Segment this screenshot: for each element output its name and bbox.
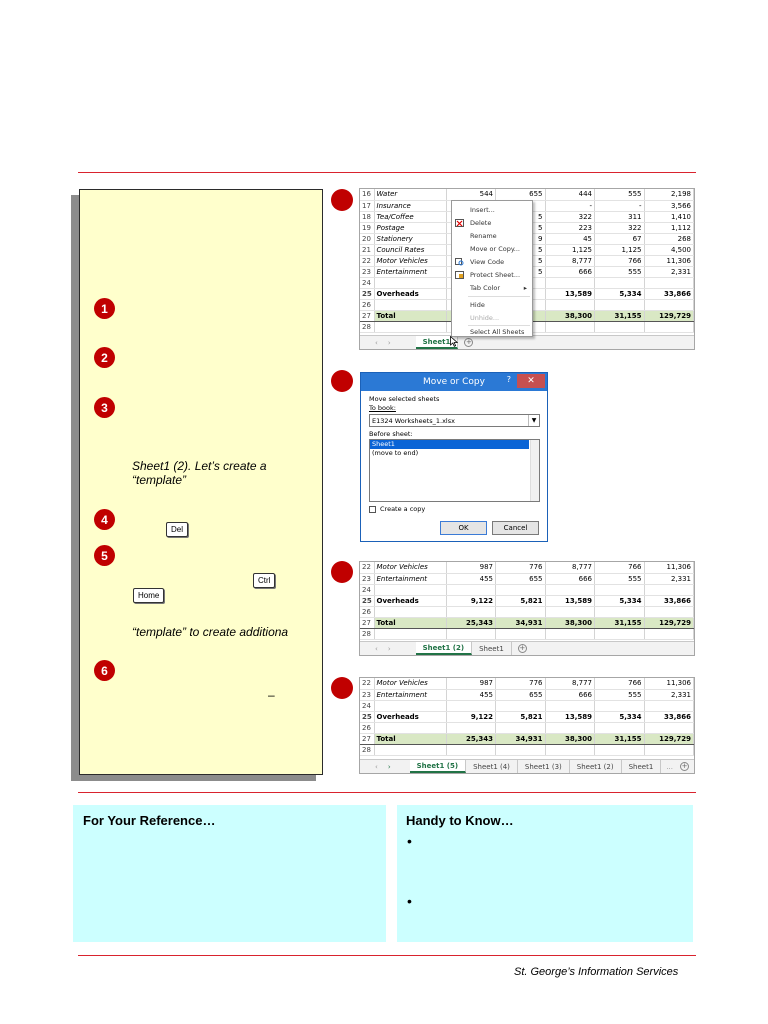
table-row <box>360 689 694 700</box>
row-number[interactable]: 24 <box>360 584 374 595</box>
value-cell[interactable] <box>595 606 645 617</box>
value-cell[interactable]: 444 <box>545 189 595 200</box>
value-cell[interactable] <box>496 700 546 711</box>
move-or-copy-dialog <box>360 372 548 542</box>
value-cell[interactable] <box>496 584 546 595</box>
value-cell[interactable] <box>545 700 595 711</box>
sheet-tab-bar-3 <box>360 759 694 773</box>
value-cell[interactable]: 544 <box>446 189 496 200</box>
row-number[interactable]: 26 <box>360 299 374 310</box>
row-number[interactable]: 23 <box>360 573 374 584</box>
worksheet-snapshot-2 <box>359 561 695 656</box>
value-cell[interactable]: 655 <box>496 573 546 584</box>
value-cell[interactable]: 45 <box>545 233 595 244</box>
value-cell[interactable]: 322 <box>545 211 595 222</box>
value-cell[interactable]: 129,729 <box>644 733 694 744</box>
value-cell[interactable]: 11,306 <box>644 562 694 573</box>
row-number[interactable]: 25 <box>360 288 374 299</box>
value-cell[interactable]: 9,122 <box>446 595 496 606</box>
row-label-cell[interactable]: Water <box>374 189 446 200</box>
value-cell[interactable]: 268 <box>644 233 694 244</box>
value-cell[interactable]: 666 <box>545 573 595 584</box>
value-cell[interactable]: 987 <box>446 678 496 689</box>
step-3-text-line1: Sheet1 (2). Let’s create a <box>132 459 267 473</box>
value-cell[interactable]: 776 <box>496 562 546 573</box>
value-cell[interactable]: 311 <box>595 211 645 222</box>
value-cell[interactable] <box>644 299 694 310</box>
value-cell[interactable]: 1,410 <box>644 211 694 222</box>
footer-text: St. George’s Information Services <box>514 966 679 978</box>
row-number[interactable]: 27 <box>360 310 374 321</box>
step-5-badge: 5 <box>94 545 115 566</box>
view-code-icon <box>455 258 464 266</box>
dialog-title: Move or Copy <box>361 373 547 391</box>
table-row <box>360 562 694 573</box>
value-cell[interactable]: 655 <box>496 689 546 700</box>
create-copy-checkbox[interactable] <box>369 506 376 513</box>
value-cell[interactable] <box>644 700 694 711</box>
before-sheet-option[interactable]: Sheet1 <box>370 440 529 449</box>
value-cell[interactable]: 1,112 <box>644 222 694 233</box>
value-cell[interactable] <box>446 700 496 711</box>
row-number[interactable]: 27 <box>360 617 374 628</box>
context-menu-item[interactable]: Protect Sheet... <box>452 268 532 281</box>
value-cell[interactable]: 555 <box>595 189 645 200</box>
value-cell[interactable] <box>644 628 694 639</box>
sheet-tab[interactable]: Sheet1 (2) <box>416 642 472 655</box>
value-cell[interactable] <box>446 744 496 755</box>
row-number[interactable]: 16 <box>360 189 374 200</box>
value-cell[interactable]: 5 <box>496 255 546 266</box>
prev-sheet-arrow[interactable]: ‹ <box>375 644 378 653</box>
value-cell[interactable] <box>644 584 694 595</box>
value-cell[interactable]: 11,306 <box>644 255 694 266</box>
step-5-text: “template” to create additiona <box>132 625 289 639</box>
callout-dot-3 <box>331 561 353 583</box>
reference-title: For Your Reference… <box>83 813 216 828</box>
value-cell[interactable]: 11,306 <box>644 678 694 689</box>
value-cell[interactable] <box>644 722 694 733</box>
before-sheet-list[interactable] <box>369 439 540 502</box>
chevron-down-icon[interactable]: ▼ <box>528 415 539 426</box>
callout-dot-4 <box>331 677 353 699</box>
more-sheets-ellipsis[interactable]: ... <box>666 762 673 771</box>
row-label-cell[interactable] <box>374 277 446 288</box>
value-cell[interactable]: 555 <box>595 266 645 277</box>
value-cell[interactable]: 25,343 <box>446 733 496 744</box>
context-menu-item: Unhide... <box>470 313 500 322</box>
value-cell[interactable]: 2,331 <box>644 573 694 584</box>
to-book-label: To book: <box>369 404 396 412</box>
value-cell[interactable]: 223 <box>545 222 595 233</box>
value-cell[interactable]: 766 <box>595 562 645 573</box>
value-cell[interactable] <box>595 584 645 595</box>
value-cell[interactable]: 34,931 <box>496 617 546 628</box>
value-cell[interactable]: 766 <box>595 255 645 266</box>
value-cell[interactable] <box>545 584 595 595</box>
home-key: Home <box>133 588 164 603</box>
cancel-button[interactable]: Cancel <box>492 521 539 535</box>
table-row <box>360 617 694 628</box>
table-row <box>360 573 694 584</box>
row-label-cell[interactable]: Stationery <box>374 233 446 244</box>
value-cell[interactable]: 655 <box>496 189 546 200</box>
value-cell[interactable] <box>595 628 645 639</box>
next-sheet-arrow[interactable]: › <box>387 338 391 347</box>
value-cell[interactable]: 1,125 <box>545 244 595 255</box>
row-number[interactable]: 18 <box>360 211 374 222</box>
value-cell[interactable]: 38,300 <box>545 310 595 321</box>
value-cell[interactable]: 33,866 <box>644 595 694 606</box>
mouse-pointer-icon <box>450 334 458 352</box>
value-cell[interactable] <box>496 722 546 733</box>
context-menu-item[interactable]: Tab Color ▸ <box>470 283 527 292</box>
value-cell[interactable]: 129,729 <box>644 310 694 321</box>
row-label-cell[interactable]: Overheads <box>374 595 446 606</box>
value-cell[interactable]: 555 <box>595 689 645 700</box>
value-cell[interactable]: - <box>595 200 645 211</box>
row-label-cell[interactable]: Total <box>374 310 446 321</box>
row-number[interactable]: 28 <box>360 628 374 639</box>
value-cell[interactable]: 4,500 <box>644 244 694 255</box>
row-number[interactable]: 22 <box>360 562 374 573</box>
step-2-badge: 2 <box>94 347 115 368</box>
value-cell[interactable] <box>496 744 546 755</box>
value-cell[interactable]: 8,777 <box>545 562 595 573</box>
value-cell[interactable]: 8,777 <box>545 678 595 689</box>
row-label-cell[interactable]: Motor Vehicles <box>374 255 446 266</box>
row-label-cell[interactable]: Postage <box>374 222 446 233</box>
value-cell[interactable] <box>545 277 595 288</box>
mid-rule <box>78 792 696 793</box>
context-menu-item[interactable]: Insert... <box>470 205 495 214</box>
value-cell[interactable] <box>545 299 595 310</box>
row-label-cell[interactable]: Total <box>374 733 446 744</box>
value-cell[interactable]: 31,155 <box>595 733 645 744</box>
value-cell[interactable] <box>644 277 694 288</box>
row-label-cell[interactable] <box>374 628 446 639</box>
worksheet-grid-2 <box>360 562 694 640</box>
value-cell[interactable]: 8,777 <box>545 255 595 266</box>
row-number[interactable]: 27 <box>360 733 374 744</box>
row-label-cell[interactable]: Total <box>374 617 446 628</box>
row-number[interactable]: 21 <box>360 244 374 255</box>
prev-sheet-arrow[interactable]: ‹ <box>375 762 378 771</box>
new-sheet-icon[interactable]: + <box>681 762 688 770</box>
table-row <box>360 711 694 722</box>
callout-dot-1 <box>331 189 353 211</box>
value-cell[interactable]: 666 <box>545 266 595 277</box>
value-cell[interactable]: 5,821 <box>496 711 546 722</box>
value-cell[interactable] <box>545 321 595 332</box>
new-sheet-icon[interactable]: + <box>519 644 526 652</box>
submenu-arrow-icon: ▸ <box>523 283 527 292</box>
value-cell[interactable]: - <box>545 200 595 211</box>
value-cell[interactable]: 5,334 <box>595 711 645 722</box>
del-key: Del <box>166 522 188 537</box>
step-1-badge: 1 <box>94 298 115 319</box>
row-label-cell[interactable]: Council Rates <box>374 244 446 255</box>
row-label-cell[interactable]: Motor Vehicles <box>374 562 446 573</box>
step-4-badge: 4 <box>94 509 115 530</box>
context-menu-item[interactable]: Rename <box>470 231 497 240</box>
value-cell[interactable]: 13,589 <box>545 711 595 722</box>
value-cell[interactable]: 322 <box>595 222 645 233</box>
sheet-tab[interactable]: Sheet1 <box>472 642 512 655</box>
value-cell[interactable] <box>545 744 595 755</box>
value-cell[interactable]: 129,729 <box>644 617 694 628</box>
handy-to-know-title: Handy to Know… <box>406 813 514 828</box>
row-number[interactable]: 22 <box>360 678 374 689</box>
sheet-tab[interactable]: Sheet1 (2) <box>570 760 622 773</box>
help-icon[interactable]: ? <box>506 375 511 384</box>
value-cell[interactable]: 2,331 <box>644 689 694 700</box>
value-cell[interactable] <box>595 700 645 711</box>
table-row <box>360 733 694 744</box>
row-label-cell[interactable] <box>374 299 446 310</box>
value-cell[interactable]: 5,334 <box>595 595 645 606</box>
worksheet-snapshot-3 <box>359 677 695 774</box>
table-row <box>360 595 694 606</box>
value-cell[interactable] <box>595 277 645 288</box>
table-row <box>360 606 694 617</box>
to-book-select[interactable]: E1324 Worksheets_1.xlsx ▼ <box>369 414 540 427</box>
top-rule <box>78 172 696 173</box>
value-cell[interactable]: 5,821 <box>496 595 546 606</box>
value-cell[interactable]: 3,566 <box>644 200 694 211</box>
context-menu-item[interactable]: Delete <box>452 216 532 229</box>
value-cell[interactable]: 13,589 <box>545 288 595 299</box>
row-label-cell[interactable]: Insurance <box>374 200 446 211</box>
context-menu-item[interactable]: Move or Copy... <box>470 244 520 253</box>
row-label-cell[interactable]: Entertainment <box>374 266 446 277</box>
sheet-tab-bar-2 <box>360 641 694 655</box>
worksheet-grid-3 <box>360 678 694 756</box>
row-label-cell[interactable] <box>374 744 446 755</box>
row-number[interactable]: 22 <box>360 255 374 266</box>
handy-bullet-2: • <box>407 893 412 909</box>
value-cell[interactable]: 5,334 <box>595 288 645 299</box>
value-cell[interactable] <box>644 606 694 617</box>
row-number[interactable]: 26 <box>360 606 374 617</box>
steps-panel <box>79 189 323 775</box>
value-cell[interactable]: 987 <box>446 562 496 573</box>
row-label-cell[interactable]: Motor Vehicles <box>374 678 446 689</box>
value-cell[interactable]: 31,155 <box>595 617 645 628</box>
ctrl-key: Ctrl <box>253 573 275 588</box>
next-sheet-arrow[interactable]: › <box>387 762 391 771</box>
value-cell[interactable]: 776 <box>496 678 546 689</box>
move-selected-label: Move selected sheets <box>369 395 440 403</box>
row-label-cell[interactable] <box>374 700 446 711</box>
value-cell[interactable] <box>595 299 645 310</box>
step-3-text-line2: “template” <box>132 473 187 487</box>
new-sheet-icon[interactable]: + <box>465 338 472 346</box>
row-number[interactable]: 25 <box>360 595 374 606</box>
value-cell[interactable] <box>595 744 645 755</box>
value-cell[interactable]: 1,125 <box>595 244 645 255</box>
value-cell[interactable]: 5 <box>496 266 546 277</box>
value-cell[interactable] <box>545 722 595 733</box>
value-cell[interactable] <box>644 321 694 332</box>
table-row <box>360 744 694 755</box>
value-cell[interactable]: 38,300 <box>545 733 595 744</box>
value-cell[interactable] <box>446 584 496 595</box>
sheet-tab[interactable]: Sheet1 <box>622 760 662 773</box>
value-cell[interactable]: 33,866 <box>644 288 694 299</box>
row-number[interactable]: 28 <box>360 744 374 755</box>
handy-bullet-1: • <box>407 833 412 849</box>
step-6-badge: 6 <box>94 660 115 681</box>
before-sheet-option[interactable]: (move to end) <box>372 449 419 457</box>
value-cell[interactable] <box>545 628 595 639</box>
row-label-cell[interactable] <box>374 584 446 595</box>
before-sheet-label: Before sheet: <box>369 430 413 438</box>
row-label-cell[interactable]: Tea/Coffee <box>374 211 446 222</box>
value-cell[interactable]: 9 <box>496 233 546 244</box>
row-label-cell[interactable] <box>374 722 446 733</box>
table-row <box>360 722 694 733</box>
value-cell[interactable] <box>446 606 496 617</box>
row-label-cell[interactable]: Entertainment <box>374 573 446 584</box>
row-number[interactable]: 20 <box>360 233 374 244</box>
value-cell[interactable] <box>446 628 496 639</box>
step-6-dash: – <box>268 688 275 702</box>
row-label-cell[interactable] <box>374 321 446 332</box>
context-menu-item[interactable]: Hide <box>470 300 485 309</box>
value-cell[interactable] <box>496 628 546 639</box>
row-label-cell[interactable]: Overheads <box>374 711 446 722</box>
value-cell[interactable]: 766 <box>595 678 645 689</box>
sheet-tab[interactable]: Sheet1 (5) <box>410 760 466 773</box>
value-cell[interactable]: 34,931 <box>496 733 546 744</box>
value-cell[interactable]: 25,343 <box>446 617 496 628</box>
value-cell[interactable] <box>545 606 595 617</box>
value-cell[interactable]: 13,589 <box>545 595 595 606</box>
value-cell[interactable] <box>496 606 546 617</box>
table-row <box>360 678 694 689</box>
value-cell[interactable]: 67 <box>595 233 645 244</box>
row-number[interactable]: 23 <box>360 689 374 700</box>
value-cell[interactable]: 2,198 <box>644 189 694 200</box>
sheet-tab[interactable]: Sheet1 (3) <box>518 760 570 773</box>
row-number[interactable]: 17 <box>360 200 374 211</box>
callout-dot-2 <box>331 370 353 392</box>
table-row <box>360 189 694 200</box>
sheet-tab[interactable]: Sheet1 <box>416 336 459 349</box>
row-number[interactable]: 24 <box>360 277 374 288</box>
row-number[interactable]: 23 <box>360 266 374 277</box>
list-scrollbar[interactable] <box>530 440 539 501</box>
close-button[interactable]: ✕ <box>517 374 545 388</box>
value-cell[interactable] <box>595 722 645 733</box>
value-cell[interactable]: 666 <box>545 689 595 700</box>
table-row <box>360 584 694 595</box>
row-label-cell[interactable]: Overheads <box>374 288 446 299</box>
step-3-badge: 3 <box>94 397 115 418</box>
sheet-context-menu <box>451 200 533 337</box>
row-number[interactable]: 24 <box>360 700 374 711</box>
row-number[interactable]: 26 <box>360 722 374 733</box>
value-cell[interactable]: 9,122 <box>446 711 496 722</box>
row-number[interactable]: 19 <box>360 222 374 233</box>
value-cell[interactable] <box>644 744 694 755</box>
sheet-tab[interactable]: Sheet1 (4) <box>466 760 518 773</box>
protect-sheet-icon <box>455 271 464 279</box>
value-cell[interactable]: 555 <box>595 573 645 584</box>
value-cell[interactable]: 5 <box>496 222 546 233</box>
table-row <box>360 628 694 639</box>
value-cell[interactable]: 455 <box>446 573 496 584</box>
context-menu-separator <box>468 296 530 297</box>
row-label-cell[interactable]: Entertainment <box>374 689 446 700</box>
value-cell[interactable]: 31,155 <box>595 310 645 321</box>
delete-icon <box>455 219 464 227</box>
table-row <box>360 700 694 711</box>
context-menu-item[interactable]: View Code <box>452 255 532 268</box>
value-cell[interactable]: 38,300 <box>545 617 595 628</box>
value-cell[interactable]: 5 <box>496 211 546 222</box>
value-cell[interactable] <box>446 722 496 733</box>
value-cell[interactable]: 33,866 <box>644 711 694 722</box>
row-number[interactable]: 25 <box>360 711 374 722</box>
value-cell[interactable]: 5 <box>496 244 546 255</box>
create-copy-label: Create a copy <box>380 505 426 513</box>
bottom-rule <box>78 955 696 956</box>
next-sheet-arrow[interactable]: › <box>387 644 391 653</box>
row-number[interactable]: 28 <box>360 321 374 332</box>
value-cell[interactable] <box>595 321 645 332</box>
row-label-cell[interactable] <box>374 606 446 617</box>
context-menu-item[interactable]: Select All Sheets <box>470 327 525 336</box>
value-cell[interactable]: 455 <box>446 689 496 700</box>
value-cell[interactable]: 2,331 <box>644 266 694 277</box>
prev-sheet-arrow[interactable]: ‹ <box>375 338 378 347</box>
ok-button[interactable]: OK <box>440 521 487 535</box>
